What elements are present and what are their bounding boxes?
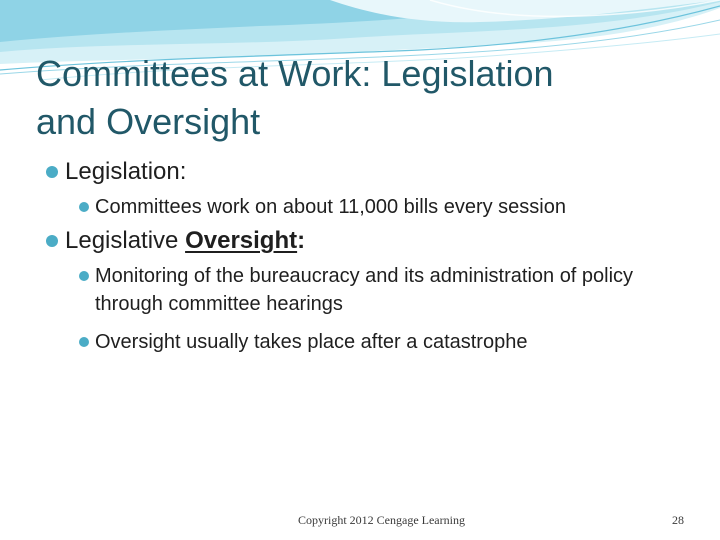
bullet-dot-icon xyxy=(46,166,58,178)
footer-copyright: Copyright 2012 Cengage Learning xyxy=(298,513,465,527)
sub-bullet-bills-text: Committees work on about 11,000 bills every session xyxy=(95,196,566,218)
sub-bullet-monitoring xyxy=(76,262,686,318)
bullet-oversight-prefix: Legislative xyxy=(65,227,186,254)
bullet-dot-icon xyxy=(46,235,58,247)
bullet-oversight xyxy=(46,225,686,257)
bullet-oversight-suffix: : xyxy=(297,227,306,254)
slide-title xyxy=(36,50,686,146)
bullet-oversight-keyword: Oversight xyxy=(185,227,298,254)
sub-bullet-catastrophe xyxy=(76,328,686,356)
slide-body xyxy=(46,156,686,356)
sub-bullet-dot-icon xyxy=(79,271,89,281)
slide-title-line-1: Committees at Work: Legislation xyxy=(36,53,554,94)
sub-bullet-bills xyxy=(76,193,686,221)
sub-bullet-monitoring-text: Monitoring of the bureaucracy and its administration of policy through committee hearings xyxy=(95,265,634,315)
page-number: 28 xyxy=(672,513,684,527)
bullet-legislation xyxy=(46,156,686,188)
sub-bullet-catastrophe-text: Oversight usually takes place after a catastrophe xyxy=(95,331,528,353)
sub-bullet-dot-icon xyxy=(79,337,89,347)
slide-title-line-2: and Oversight xyxy=(36,101,261,142)
bullet-legislation-text: Legislation: xyxy=(65,158,187,185)
sub-bullet-dot-icon xyxy=(79,202,89,212)
